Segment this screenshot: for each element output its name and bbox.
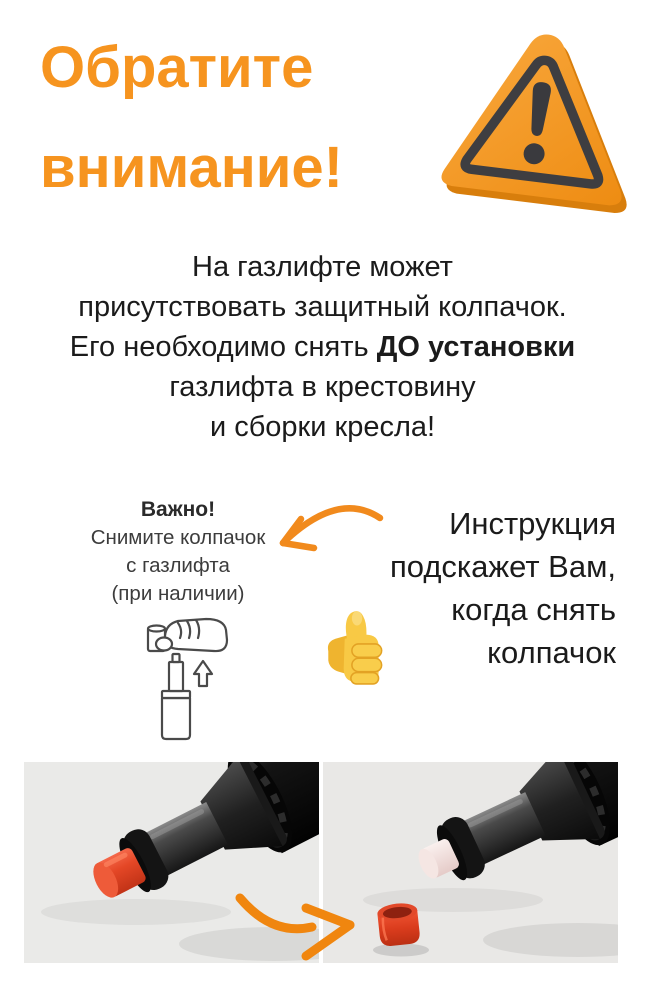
title-line-2: внимание! <box>40 135 343 200</box>
instruction-line-3: когда снять <box>451 592 616 627</box>
instruction-line-4: колпачок <box>487 635 616 670</box>
hand-removing-cap-illustration <box>120 616 236 742</box>
intro-text <box>0 247 645 447</box>
warning-triangle-icon <box>432 18 644 228</box>
intro-line-2: присутствовать защитный колпачок. <box>78 291 567 323</box>
important-note-line-2: с газлифта <box>126 554 230 577</box>
page-title <box>40 18 343 218</box>
instruction-line-2: подскажет Вам, <box>389 549 616 584</box>
thumbs-up-icon <box>324 608 388 686</box>
intro-line-5: и сборки кресла! <box>209 411 436 443</box>
important-note-line-3: (при наличии) <box>111 582 245 605</box>
curved-arrow-pointing-right-icon <box>228 880 376 977</box>
intro-line-1: На газлифте может <box>192 251 453 283</box>
instruction-line-1: Инструкция <box>449 506 616 541</box>
removed-red-cap <box>377 902 421 947</box>
important-note-line-1: Снимите колпачок <box>90 526 266 549</box>
intro-line-3: Его необходимо снять ДО установки <box>69 331 576 363</box>
title-line-1: Обратите <box>40 35 314 100</box>
intro-line-4: газлифта в крестовину <box>169 371 476 403</box>
intro-line-3-bold: ДО установки <box>376 331 576 363</box>
important-note-title: Важно! <box>140 498 216 521</box>
